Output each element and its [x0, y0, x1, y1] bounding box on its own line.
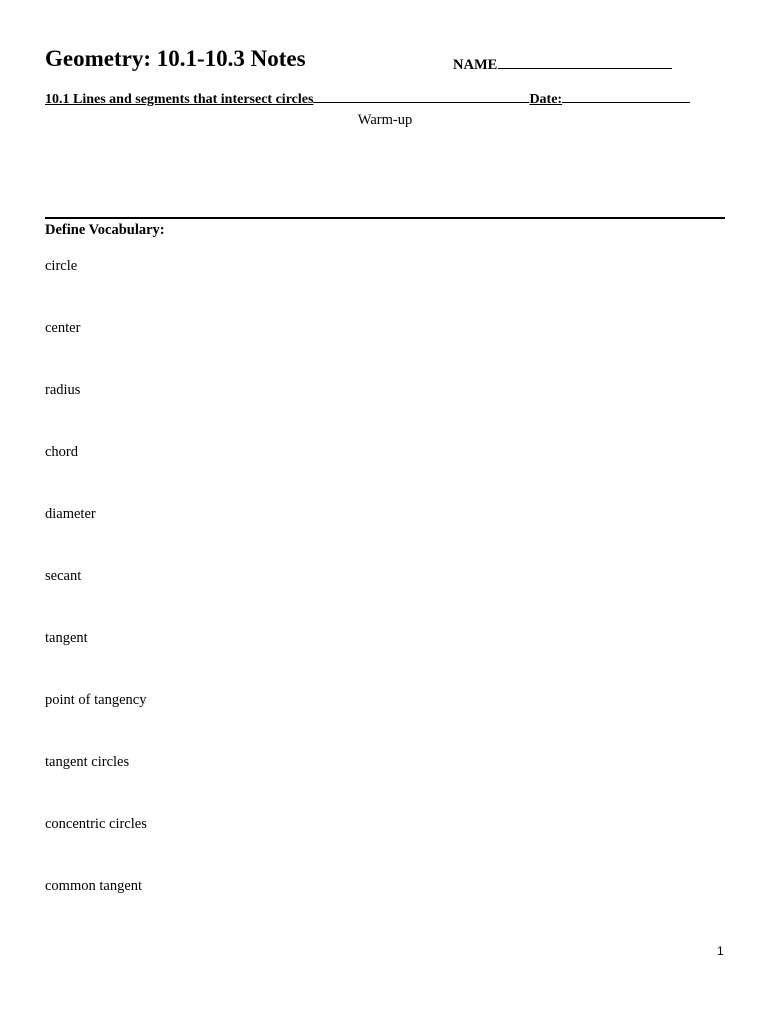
- date-label: Date:: [529, 92, 563, 107]
- date-blank-line[interactable]: [562, 90, 690, 103]
- name-field: [453, 54, 672, 74]
- vocab-term-radius: radius: [45, 382, 81, 398]
- vocab-term-circle: circle: [45, 258, 78, 274]
- section-blank-line: [313, 90, 529, 103]
- name-blank-line[interactable]: [498, 54, 672, 69]
- vocab-term-common-tangent: common tangent: [45, 878, 143, 894]
- vocab-term-tangent: tangent: [45, 630, 88, 646]
- vocab-term-diameter: diameter: [45, 506, 96, 522]
- vocab-term-concentric-circles: concentric circles: [45, 816, 147, 832]
- vocab-term-secant: secant: [45, 568, 82, 584]
- vocab-term-chord: chord: [45, 444, 79, 460]
- section-heading-row: [45, 90, 690, 108]
- vocab-term-tangent-circles: tangent circles: [45, 754, 130, 770]
- vocab-term-center: center: [45, 320, 81, 336]
- section-title: 10.1 Lines and segments that intersect circles: [45, 92, 314, 107]
- page-title: Geometry: 10.1-10.3 Notes: [45, 46, 306, 71]
- warmup-label: Warm-up: [357, 112, 413, 128]
- vocabulary-heading: Define Vocabulary:: [45, 222, 165, 238]
- warmup-section: [0, 112, 770, 129]
- vocab-term-point-of-tangency: point of tangency: [45, 692, 147, 708]
- page-number: 1: [717, 944, 724, 958]
- name-label: NAME: [453, 57, 498, 73]
- section-divider: [45, 217, 725, 219]
